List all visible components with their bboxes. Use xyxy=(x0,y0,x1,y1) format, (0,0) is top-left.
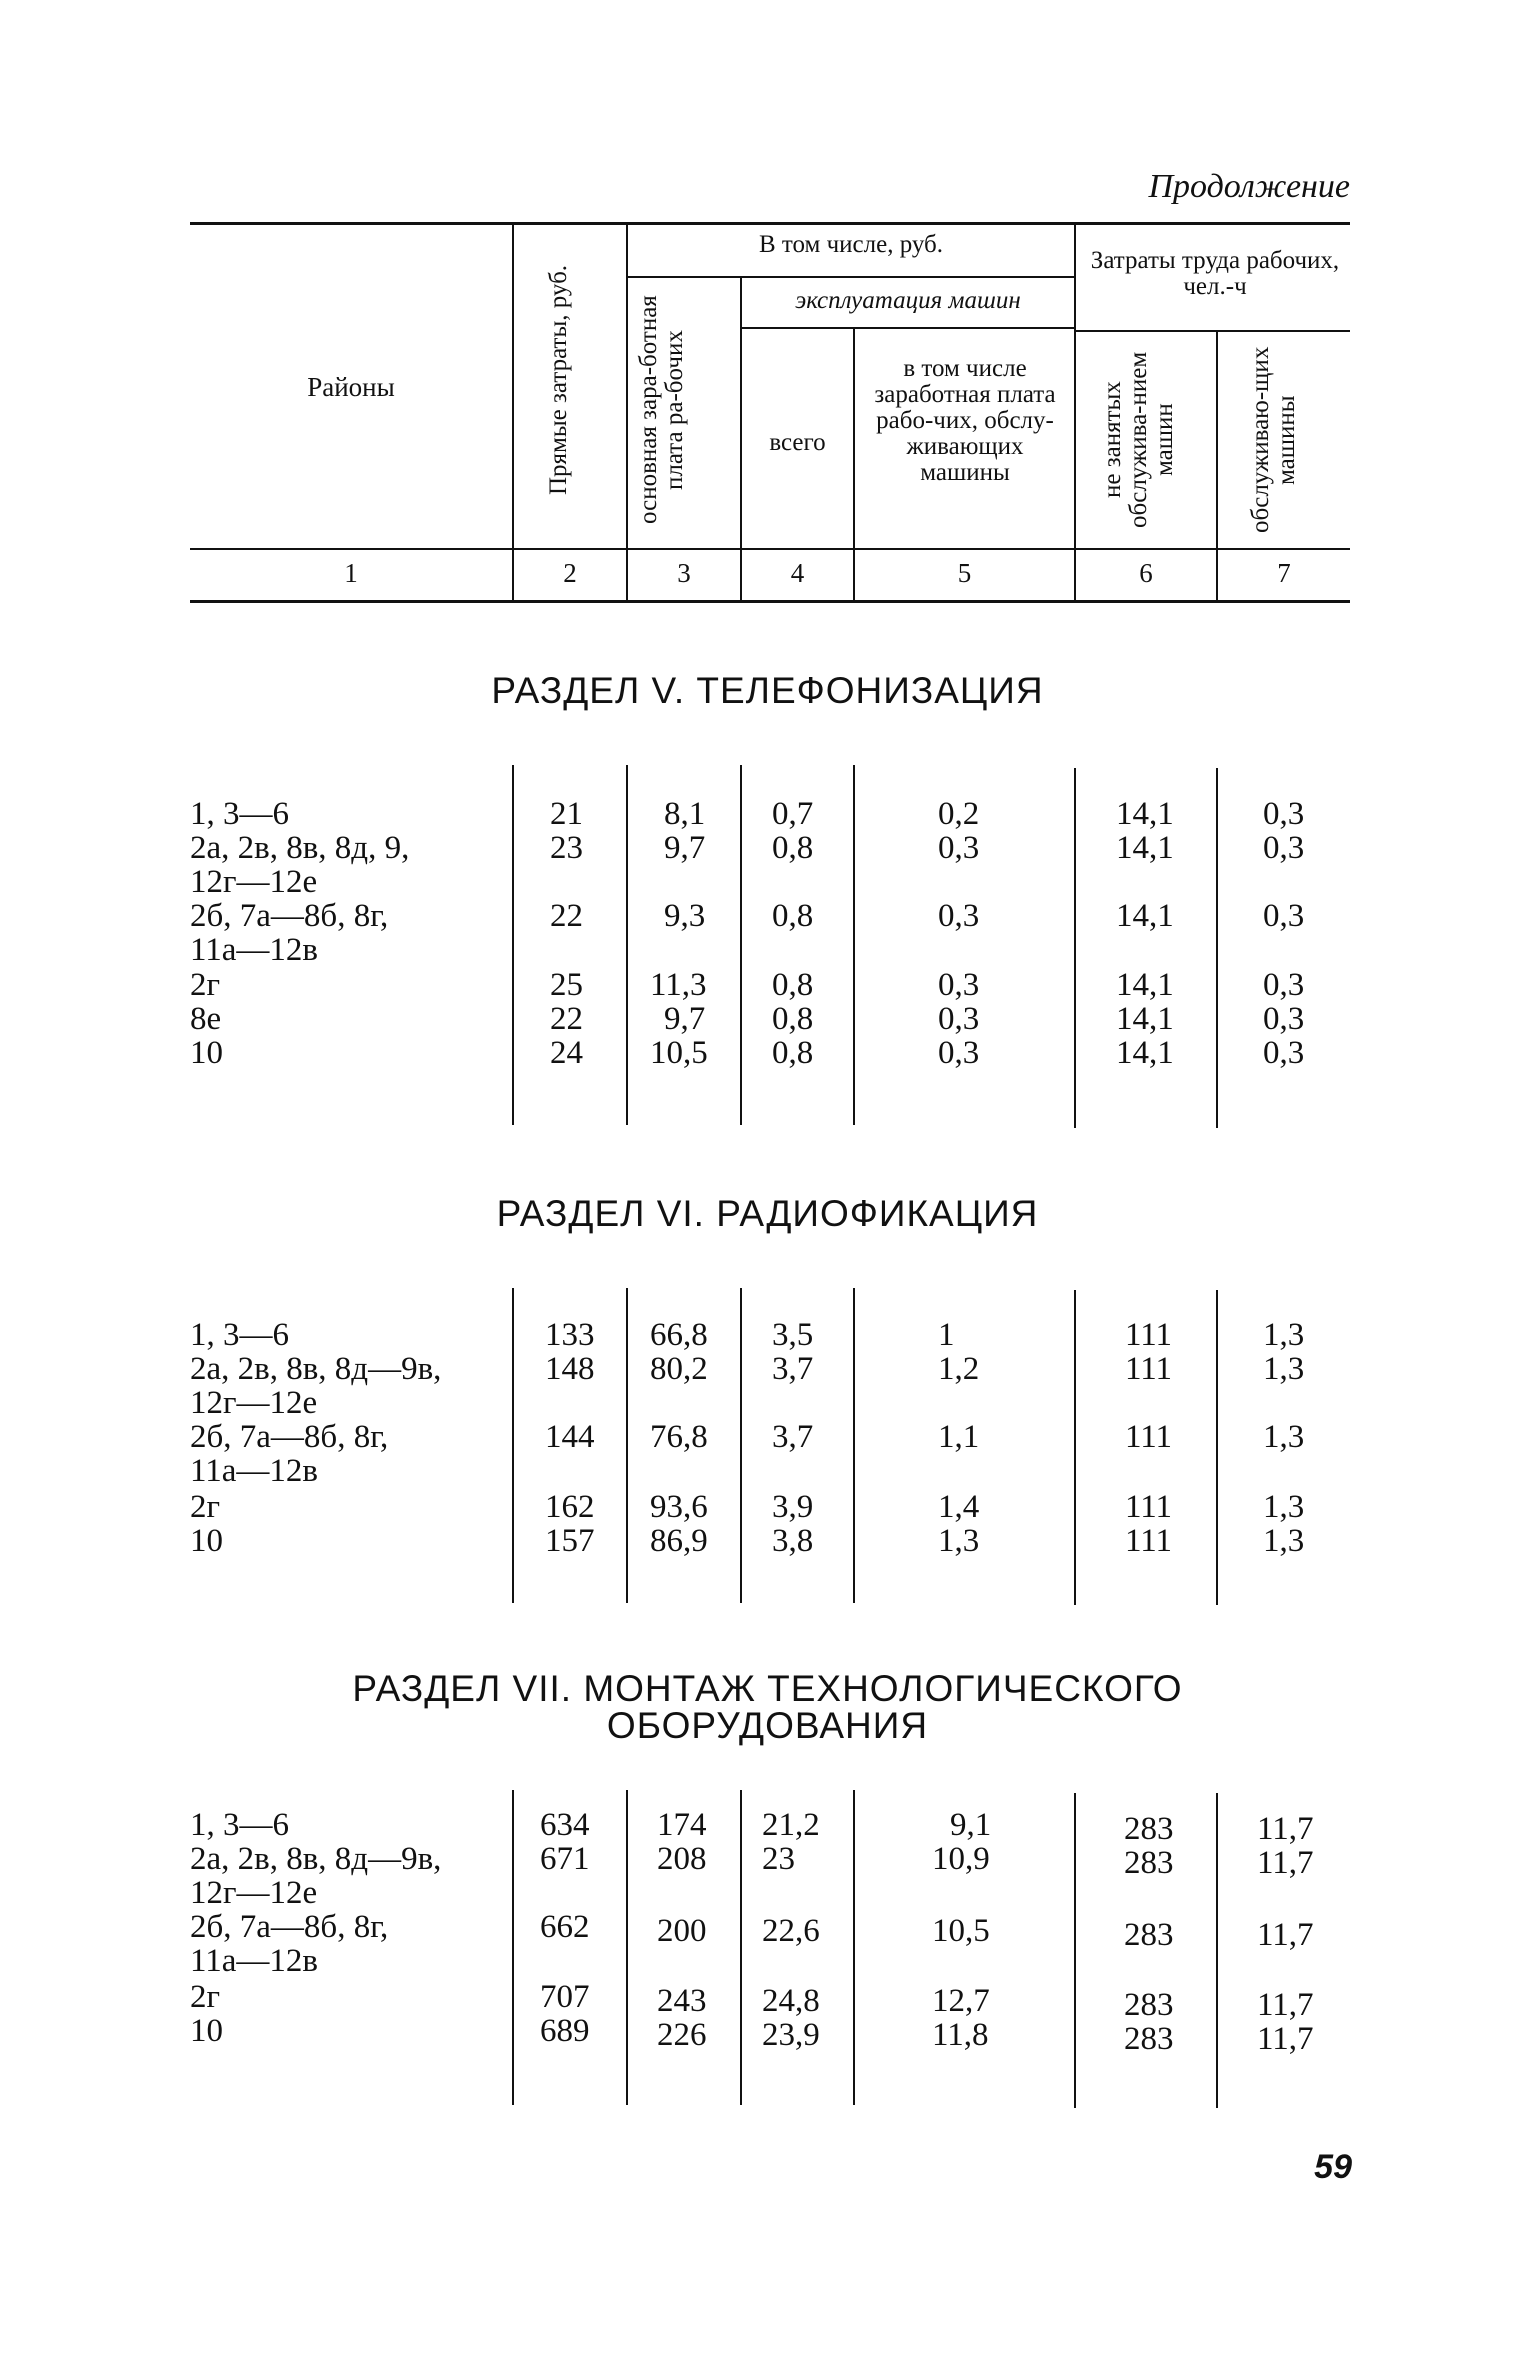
row-base-wage: 93,6 xyxy=(650,1489,708,1525)
row-labor-machine: 0,3 xyxy=(1263,1035,1305,1071)
row-base-wage: 226 xyxy=(657,2017,707,2053)
row-labor-machine: 11,7 xyxy=(1257,1987,1314,2023)
row-region: 1, 3—6 xyxy=(190,1317,289,1353)
row-region: 2б, 7а—8б, 8г, 11а—12в xyxy=(190,1419,389,1489)
section-vline xyxy=(512,765,514,1125)
row-machines-total: 24,8 xyxy=(762,1983,820,2019)
row-machine-wage: 0,3 xyxy=(938,1001,980,1037)
row-machine-wage: 9,1 xyxy=(950,1807,992,1843)
vline-5 xyxy=(1074,225,1076,600)
row-machine-wage: 0,2 xyxy=(938,796,980,832)
colnum-1: 1 xyxy=(344,558,358,588)
row-labor-not-machine: 283 xyxy=(1124,1811,1174,1847)
row-direct-cost: 662 xyxy=(540,1909,590,1945)
section-vline xyxy=(1216,1290,1218,1605)
section-vline xyxy=(740,1790,742,2105)
row-labor-not-machine: 111 xyxy=(1125,1317,1173,1353)
header-bottom-rule xyxy=(190,548,1350,550)
row-region: 8е xyxy=(190,1001,222,1037)
row-machine-wage: 0,3 xyxy=(938,1035,980,1071)
row-labor-machine: 1,3 xyxy=(1263,1523,1305,1559)
section-vline xyxy=(853,1790,855,2105)
row-labor-machine: 0,3 xyxy=(1263,1001,1305,1037)
row-base-wage: 10,5 xyxy=(650,1035,708,1071)
row-machine-wage: 11,8 xyxy=(932,2017,989,2053)
section-vline xyxy=(853,1288,855,1603)
row-machines-total: 22,6 xyxy=(762,1913,820,1949)
row-labor-not-machine: 283 xyxy=(1124,1987,1174,2023)
row-machines-total: 0,8 xyxy=(772,830,814,866)
row-base-wage: 9,7 xyxy=(664,1001,706,1037)
row-labor-machine: 1,3 xyxy=(1263,1351,1305,1387)
row-region: 10 xyxy=(190,1523,223,1559)
header-not-machine: не занятых обслужива-нием машин xyxy=(1099,351,1178,529)
section-title: РАЗДЕЛ V. ТЕЛЕФОНИЗАЦИЯ xyxy=(491,670,1044,711)
row-machines-total: 0,7 xyxy=(772,796,814,832)
row-region: 2г xyxy=(190,1979,221,2015)
section-vline xyxy=(626,1288,628,1603)
row-labor-not-machine: 283 xyxy=(1124,1917,1174,1953)
row-labor-not-machine: 283 xyxy=(1124,2021,1174,2057)
row-machine-wage: 10,9 xyxy=(932,1841,990,1877)
row-machines-total: 3,7 xyxy=(772,1419,814,1455)
row-region: 10 xyxy=(190,1035,223,1071)
row-base-wage: 80,2 xyxy=(650,1351,708,1387)
row-base-wage: 66,8 xyxy=(650,1317,708,1353)
row-region: 1, 3—6 xyxy=(190,1807,289,1843)
header-machine-workers: обслуживаю-щих машины xyxy=(1247,346,1300,534)
row-machines-total: 3,9 xyxy=(772,1489,814,1525)
row-direct-cost: 23 xyxy=(550,830,583,866)
row-region: 2а, 2в, 8в, 8д—9в, 12г—12е xyxy=(190,1841,442,1911)
row-machines-total: 0,8 xyxy=(772,1035,814,1071)
row-direct-cost: 157 xyxy=(545,1523,595,1559)
header-regions: Районы xyxy=(307,372,395,402)
row-labor-not-machine: 14,1 xyxy=(1116,898,1174,934)
row-base-wage: 243 xyxy=(657,1983,707,2019)
row-base-wage: 200 xyxy=(657,1913,707,1949)
row-labor-machine: 1,3 xyxy=(1263,1317,1305,1353)
row-direct-cost: 144 xyxy=(545,1419,595,1455)
header-rule-labor xyxy=(1074,330,1350,332)
row-direct-cost: 25 xyxy=(550,967,583,1003)
row-region: 2а, 2в, 8в, 8д—9в, 12г—12е xyxy=(190,1351,442,1421)
row-machines-total: 3,5 xyxy=(772,1317,814,1353)
row-machine-wage: 10,5 xyxy=(932,1913,990,1949)
row-machine-wage: 0,3 xyxy=(938,898,980,934)
row-labor-not-machine: 111 xyxy=(1125,1489,1173,1525)
row-base-wage: 208 xyxy=(657,1841,707,1877)
section-vline xyxy=(1074,1793,1076,2108)
section-vline xyxy=(853,765,855,1125)
row-labor-machine: 0,3 xyxy=(1263,967,1305,1003)
header-incl-wage-machine: в том числе заработная плата рабо-чих, обслу-живающих машины xyxy=(874,355,1056,486)
row-labor-not-machine: 14,1 xyxy=(1116,967,1174,1003)
row-machines-total: 3,7 xyxy=(772,1351,814,1387)
row-direct-cost: 689 xyxy=(540,2013,590,2049)
colnum-7: 7 xyxy=(1277,558,1291,588)
section-vline xyxy=(512,1790,514,2105)
row-region: 2г xyxy=(190,1489,221,1525)
row-labor-not-machine: 111 xyxy=(1125,1351,1173,1387)
vline-1 xyxy=(512,225,514,600)
row-base-wage: 11,3 xyxy=(650,967,707,1003)
row-labor-machine: 11,7 xyxy=(1257,2021,1314,2057)
row-direct-cost: 24 xyxy=(550,1035,583,1071)
row-labor-not-machine: 111 xyxy=(1125,1523,1173,1559)
row-base-wage: 9,3 xyxy=(664,898,706,934)
row-direct-cost: 671 xyxy=(540,1841,590,1877)
row-machine-wage: 1,3 xyxy=(938,1523,980,1559)
section-title-line2: ОБОРУДОВАНИЯ xyxy=(606,1705,929,1746)
header-rule-incl xyxy=(628,276,1074,278)
section-vline xyxy=(1216,1793,1218,2108)
row-base-wage: 8,1 xyxy=(664,796,706,832)
section-vline xyxy=(1074,768,1076,1128)
row-direct-cost: 162 xyxy=(545,1489,595,1525)
row-region: 2б, 7а—8б, 8г, 11а—12в xyxy=(190,1909,389,1979)
header-incl-group: В том числе, руб. xyxy=(758,231,944,258)
row-labor-machine: 0,3 xyxy=(1263,898,1305,934)
row-labor-machine: 0,3 xyxy=(1263,796,1305,832)
row-machines-total: 0,8 xyxy=(772,1001,814,1037)
row-machines-total: 0,8 xyxy=(772,967,814,1003)
row-machines-total: 23,9 xyxy=(762,2017,820,2053)
row-machine-wage: 1 xyxy=(938,1317,955,1353)
row-labor-machine: 1,3 xyxy=(1263,1489,1305,1525)
row-base-wage: 86,9 xyxy=(650,1523,708,1559)
section-vline xyxy=(1074,1290,1076,1605)
row-region: 1, 3—6 xyxy=(190,796,289,832)
section-vline xyxy=(1216,768,1218,1128)
header-base-wage: основная зара-ботная плата ра-бочих xyxy=(635,295,688,525)
colnum-bottom-rule xyxy=(190,600,1350,603)
section-vline xyxy=(626,1790,628,2105)
page-number: 59 xyxy=(1314,2148,1352,2186)
row-region: 2а, 2в, 8в, 8д, 9, 12г—12е xyxy=(190,830,410,900)
continuation-label: Продолжение xyxy=(1148,168,1350,205)
header-total: всего xyxy=(769,429,826,456)
row-direct-cost: 133 xyxy=(545,1317,595,1353)
row-region: 2б, 7а—8б, 8г, 11а—12в xyxy=(190,898,389,968)
row-machine-wage: 0,3 xyxy=(938,830,980,866)
row-machines-total: 3,8 xyxy=(772,1523,814,1559)
row-labor-machine: 1,3 xyxy=(1263,1419,1305,1455)
section-vline xyxy=(740,1288,742,1603)
row-region: 2г xyxy=(190,967,221,1003)
row-labor-not-machine: 283 xyxy=(1124,1845,1174,1881)
row-labor-not-machine: 14,1 xyxy=(1116,1001,1174,1037)
section-vline xyxy=(740,765,742,1125)
colnum-2: 2 xyxy=(563,558,577,588)
row-labor-machine: 11,7 xyxy=(1257,1845,1314,1881)
row-labor-machine: 11,7 xyxy=(1257,1811,1314,1847)
row-direct-cost: 22 xyxy=(550,1001,583,1037)
header-machine-operation: эксплуатация машин xyxy=(795,287,1021,314)
colnum-4: 4 xyxy=(790,558,805,588)
colnum-3: 3 xyxy=(677,558,691,588)
header-rule-machines xyxy=(740,327,1074,329)
row-machine-wage: 1,1 xyxy=(938,1419,980,1455)
row-direct-cost: 148 xyxy=(545,1351,595,1387)
section-title: РАЗДЕЛ VI. РАДИОФИКАЦИЯ xyxy=(496,1193,1039,1234)
vline-2 xyxy=(626,225,628,600)
row-machines-total: 23 xyxy=(762,1841,795,1877)
colnum-6: 6 xyxy=(1139,558,1153,588)
row-machines-total: 0,8 xyxy=(772,898,814,934)
row-machine-wage: 1,2 xyxy=(938,1351,980,1387)
header-labor-group: Затраты труда рабочих, чел.-ч xyxy=(1090,247,1340,300)
section-title: РАЗДЕЛ VII. МОНТАЖ ТЕХНОЛОГИЧЕСКОГО xyxy=(352,1668,1183,1709)
row-machine-wage: 12,7 xyxy=(932,1983,990,2019)
row-direct-cost: 634 xyxy=(540,1807,590,1843)
row-labor-not-machine: 14,1 xyxy=(1116,796,1174,832)
header-direct-costs: Прямые затраты, руб. xyxy=(545,264,572,496)
row-base-wage: 76,8 xyxy=(650,1419,708,1455)
row-labor-not-machine: 14,1 xyxy=(1116,830,1174,866)
row-labor-machine: 0,3 xyxy=(1263,830,1305,866)
row-machine-wage: 1,4 xyxy=(938,1489,980,1525)
row-direct-cost: 22 xyxy=(550,898,583,934)
row-region: 10 xyxy=(190,2013,223,2049)
section-vline xyxy=(512,1288,514,1603)
row-labor-machine: 11,7 xyxy=(1257,1917,1314,1953)
row-machines-total: 21,2 xyxy=(762,1807,820,1843)
row-base-wage: 174 xyxy=(657,1807,707,1843)
row-labor-not-machine: 111 xyxy=(1125,1419,1173,1455)
row-labor-not-machine: 14,1 xyxy=(1116,1035,1174,1071)
header-top-rule xyxy=(190,222,1350,225)
row-direct-cost: 21 xyxy=(550,796,583,832)
row-base-wage: 9,7 xyxy=(664,830,706,866)
colnum-5: 5 xyxy=(957,558,972,588)
section-vline xyxy=(626,765,628,1125)
row-direct-cost: 707 xyxy=(540,1979,590,2015)
row-machine-wage: 0,3 xyxy=(938,967,980,1003)
